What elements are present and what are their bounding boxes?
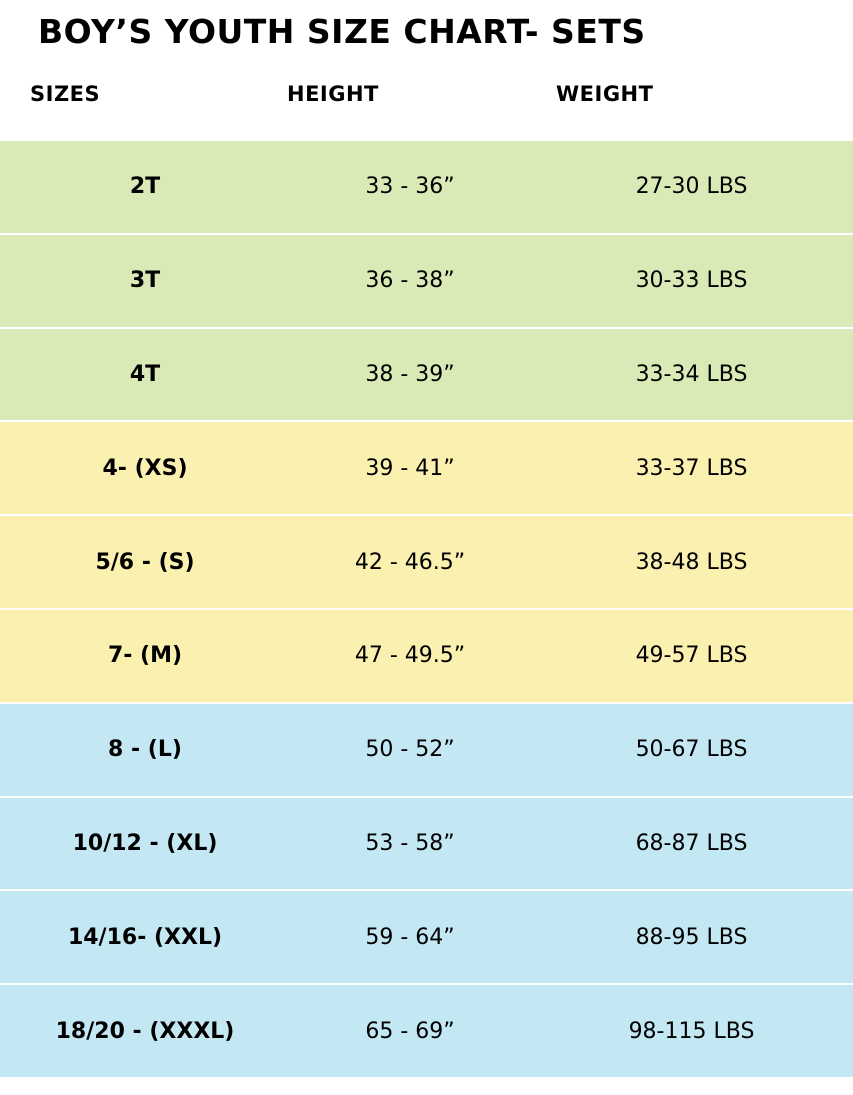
table-row [0,985,853,1079]
cell-height: 33 - 36” [365,174,455,200]
table-row [0,610,853,704]
cell-weight: 49-57 LBS [635,643,748,669]
column-header-height: HEIGHT [287,82,379,106]
cell-weight: 88-95 LBS [635,924,748,950]
cell-weight: 68-87 LBS [635,830,748,856]
cell-height: 59 - 64” [365,924,455,950]
cell-height: 47 - 49.5” [354,643,466,669]
cell-weight: 33-34 LBS [635,361,748,387]
column-header-sizes: SIZES [30,82,101,106]
cell-size: 4- (XS) [102,455,188,481]
cell-height: 38 - 39” [365,361,455,387]
cell-height: 50 - 52” [365,737,455,763]
cell-size: 3T [129,268,161,294]
table-row [0,516,853,610]
size-table [0,141,853,1079]
cell-height: 65 - 69” [365,1018,455,1044]
cell-height: 53 - 58” [365,830,455,856]
table-header [0,82,853,140]
cell-weight: 50-67 LBS [635,737,748,763]
cell-size: 2T [129,174,161,200]
cell-weight: 33-37 LBS [635,455,748,481]
cell-size: 14/16- (XXL) [67,924,223,950]
table-row [0,798,853,892]
cell-size: 7- (M) [107,643,183,669]
cell-weight: 98-115 LBS [628,1018,755,1044]
table-row [0,422,853,516]
cell-weight: 38-48 LBS [635,549,748,575]
table-row [0,704,853,798]
table-row [0,891,853,985]
cell-height: 39 - 41” [365,455,455,481]
page-title: BOY’S YOUTH SIZE CHART- SETS [38,12,646,51]
cell-size: 10/12 - (XL) [72,830,218,856]
cell-weight: 30-33 LBS [635,268,748,294]
cell-height: 36 - 38” [365,268,455,294]
cell-weight: 27-30 LBS [635,174,748,200]
table-row [0,329,853,423]
cell-size: 8 - (L) [108,737,182,763]
cell-size: 5/6 - (S) [95,549,195,575]
column-header-weight: WEIGHT [556,82,654,106]
cell-height: 42 - 46.5” [354,549,466,575]
table-row [0,141,853,235]
table-row [0,235,853,329]
cell-size: 18/20 - (XXXL) [55,1018,235,1044]
cell-size: 4T [129,361,161,387]
